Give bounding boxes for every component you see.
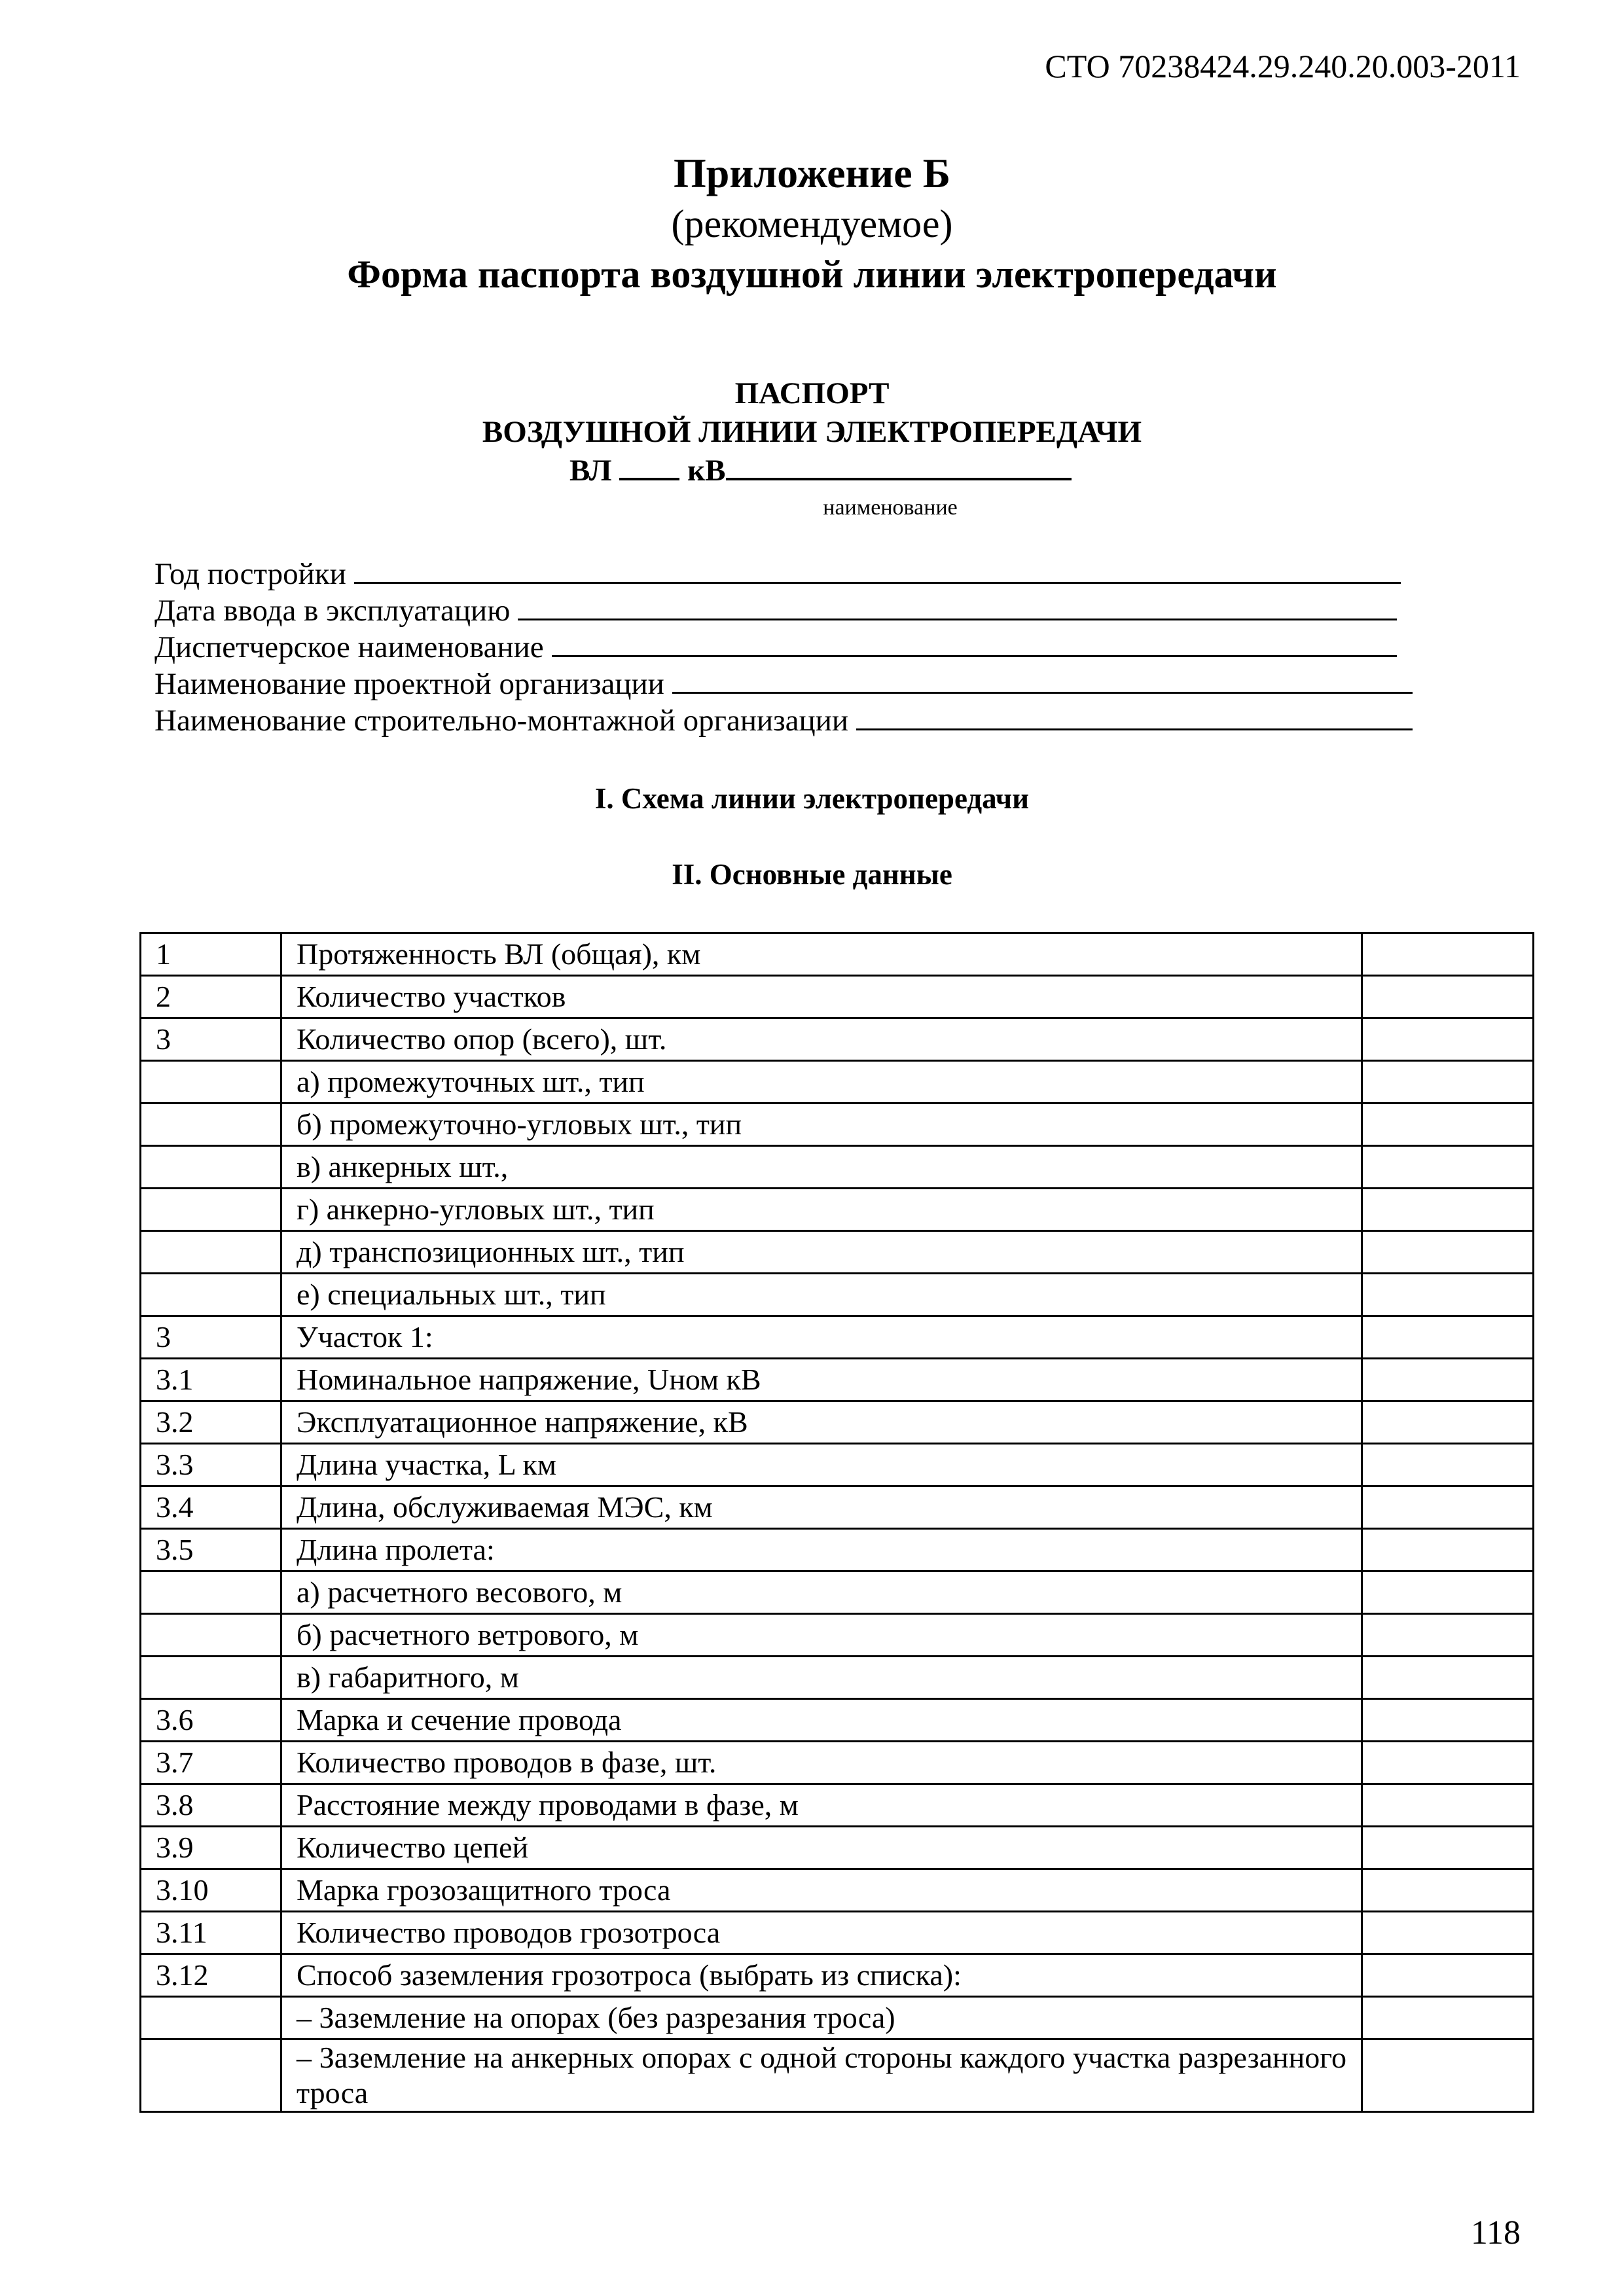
field-blank[interactable] bbox=[354, 560, 1401, 584]
row-text-cell: в) анкерных шт., bbox=[281, 1146, 1362, 1189]
row-value-cell[interactable] bbox=[1362, 1657, 1534, 1699]
table-row bbox=[141, 1189, 1534, 1231]
table-row bbox=[141, 1869, 1534, 1912]
row-number-cell: 3.12 bbox=[141, 1954, 281, 1997]
row-value-cell[interactable] bbox=[1362, 1444, 1534, 1486]
page-number: 118 bbox=[1470, 2214, 1521, 2251]
row-value-cell[interactable] bbox=[1362, 1274, 1534, 1316]
row-number-cell bbox=[141, 1061, 281, 1103]
field-label: Диспетчерское наименование bbox=[154, 630, 544, 664]
voltage-blank[interactable] bbox=[619, 454, 679, 480]
row-number-cell: 3 bbox=[141, 1018, 281, 1061]
table-row bbox=[141, 1997, 1534, 2039]
row-text-cell: Марка грозозащитного троса bbox=[281, 1869, 1362, 1912]
row-value-cell[interactable] bbox=[1362, 1146, 1534, 1189]
row-text-cell: Длина участка, L км bbox=[281, 1444, 1362, 1486]
table-row bbox=[141, 1018, 1534, 1061]
row-value-cell[interactable] bbox=[1362, 1614, 1534, 1657]
row-value-cell[interactable] bbox=[1362, 2039, 1534, 2112]
appendix-title: Приложение Б bbox=[674, 150, 950, 196]
row-text-cell: а) промежуточных шт., тип bbox=[281, 1061, 1362, 1103]
row-text-cell: Расстояние между проводами в фазе, м bbox=[281, 1784, 1362, 1827]
row-text-cell: Количество цепей bbox=[281, 1827, 1362, 1869]
row-number-cell: 3.9 bbox=[141, 1827, 281, 1869]
field-label: Наименование строительно-монтажной организации bbox=[154, 704, 849, 738]
table-row bbox=[141, 1614, 1534, 1657]
section-main-data-heading: II. Основные данные bbox=[672, 858, 952, 891]
table-row bbox=[141, 1827, 1534, 1869]
row-number-cell bbox=[141, 1614, 281, 1657]
table-row bbox=[141, 1699, 1534, 1742]
row-number-cell bbox=[141, 1657, 281, 1699]
table-row bbox=[141, 1657, 1534, 1699]
row-value-cell[interactable] bbox=[1362, 1784, 1534, 1827]
name-caption: наименование bbox=[823, 495, 958, 520]
row-text-cell: б) промежуточно-угловых шт., тип bbox=[281, 1103, 1362, 1146]
row-number-cell bbox=[141, 1997, 281, 2039]
row-text-cell: Длина, обслуживаемая МЭС, км bbox=[281, 1486, 1362, 1529]
row-number-cell: 3.7 bbox=[141, 1742, 281, 1784]
row-text-cell: а) расчетного весового, м bbox=[281, 1571, 1362, 1614]
row-text-cell: е) специальных шт., тип bbox=[281, 1274, 1362, 1316]
table-row bbox=[141, 1231, 1534, 1274]
table-row bbox=[141, 1103, 1534, 1146]
row-number-cell bbox=[141, 1146, 281, 1189]
row-number-cell: 3.4 bbox=[141, 1486, 281, 1529]
row-text-cell: Количество участков bbox=[281, 976, 1362, 1018]
row-number-cell: 3.3 bbox=[141, 1444, 281, 1486]
row-number-cell: 3.6 bbox=[141, 1699, 281, 1742]
row-number-cell bbox=[141, 1189, 281, 1231]
table-row bbox=[141, 1742, 1534, 1784]
table-row bbox=[141, 1401, 1534, 1444]
row-value-cell[interactable] bbox=[1362, 1316, 1534, 1359]
row-number-cell: 3.11 bbox=[141, 1912, 281, 1954]
row-value-cell[interactable] bbox=[1362, 1061, 1534, 1103]
row-value-cell[interactable] bbox=[1362, 1018, 1534, 1061]
table-row bbox=[141, 2039, 1534, 2112]
document-code: СТО 70238424.29.240.20.003-2011 bbox=[1045, 48, 1521, 84]
row-text-cell: б) расчетного ветрового, м bbox=[281, 1614, 1362, 1657]
field-blank[interactable] bbox=[552, 633, 1397, 657]
row-value-cell[interactable] bbox=[1362, 976, 1534, 1018]
row-number-cell: 2 bbox=[141, 976, 281, 1018]
row-value-cell[interactable] bbox=[1362, 1699, 1534, 1742]
table-row bbox=[141, 933, 1534, 976]
row-text-cell: Длина пролета: bbox=[281, 1529, 1362, 1571]
row-value-cell[interactable] bbox=[1362, 1742, 1534, 1784]
row-value-cell[interactable] bbox=[1362, 1529, 1534, 1571]
row-number-cell bbox=[141, 2039, 281, 2112]
row-value-cell[interactable] bbox=[1362, 1103, 1534, 1146]
row-value-cell[interactable] bbox=[1362, 1231, 1534, 1274]
row-text-cell: Количество проводов грозотроса bbox=[281, 1912, 1362, 1954]
field-blank[interactable] bbox=[672, 670, 1413, 694]
field-label: Наименование проектной организации bbox=[154, 667, 664, 701]
row-text-cell: Марка и сечение провода bbox=[281, 1699, 1362, 1742]
row-text-cell: Количество опор (всего), шт. bbox=[281, 1018, 1362, 1061]
table-row bbox=[141, 1486, 1534, 1529]
table-row bbox=[141, 1061, 1534, 1103]
table-row bbox=[141, 1316, 1534, 1359]
table-row bbox=[141, 1954, 1534, 1997]
table-row bbox=[141, 1784, 1534, 1827]
field-label: Дата ввода в эксплуатацию bbox=[154, 594, 511, 628]
row-number-cell: 1 bbox=[141, 933, 281, 976]
row-text-cell: в) габаритного, м bbox=[281, 1657, 1362, 1699]
row-text-cell: Способ заземления грозотроса (выбрать из списка): bbox=[281, 1954, 1362, 1997]
row-number-cell: 3.2 bbox=[141, 1401, 281, 1444]
row-text-cell: г) анкерно-угловых шт., тип bbox=[281, 1189, 1362, 1231]
table-row bbox=[141, 1571, 1534, 1614]
row-value-cell[interactable] bbox=[1362, 1827, 1534, 1869]
field-construction-organization bbox=[154, 703, 1413, 738]
row-text-cell: Количество проводов в фазе, шт. bbox=[281, 1742, 1362, 1784]
row-value-cell[interactable] bbox=[1362, 1912, 1534, 1954]
field-label: Год постройки bbox=[154, 557, 346, 591]
vl-voltage-line bbox=[569, 453, 1072, 488]
row-value-cell[interactable] bbox=[1362, 1869, 1534, 1912]
row-text-cell: д) транспозиционных шт., тип bbox=[281, 1231, 1362, 1274]
row-number-cell bbox=[141, 1231, 281, 1274]
row-number-cell: 3.8 bbox=[141, 1784, 281, 1827]
field-commissioning-date bbox=[154, 593, 1397, 628]
field-construction-year bbox=[154, 556, 1401, 592]
row-value-cell[interactable] bbox=[1362, 1189, 1534, 1231]
field-dispatch-name bbox=[154, 630, 1397, 665]
row-text-cell: Эксплуатационное напряжение, кВ bbox=[281, 1401, 1362, 1444]
row-number-cell: 3.1 bbox=[141, 1359, 281, 1401]
row-value-cell[interactable] bbox=[1362, 1954, 1534, 1997]
main-data-table bbox=[139, 932, 1534, 2113]
row-text-cell: Протяженность ВЛ (общая), км bbox=[281, 933, 1362, 976]
row-number-cell bbox=[141, 1571, 281, 1614]
table-row bbox=[141, 976, 1534, 1018]
field-blank[interactable] bbox=[856, 706, 1413, 730]
table-row bbox=[141, 1146, 1534, 1189]
table-row bbox=[141, 1274, 1534, 1316]
row-number-cell: 3.5 bbox=[141, 1529, 281, 1571]
row-number-cell bbox=[141, 1274, 281, 1316]
row-number-cell bbox=[141, 1103, 281, 1146]
table-row bbox=[141, 1359, 1534, 1401]
row-value-cell[interactable] bbox=[1362, 1359, 1534, 1401]
passport-line-title: ВОЗДУШНОЙ ЛИНИИ ЭЛЕКТРОПЕРЕДАЧИ bbox=[482, 415, 1142, 449]
table-row bbox=[141, 1444, 1534, 1486]
row-text-cell: Номинальное напряжение, Uном кВ bbox=[281, 1359, 1362, 1401]
section-scheme-heading: I. Схема линии электропередачи bbox=[594, 782, 1030, 815]
row-value-cell[interactable] bbox=[1362, 933, 1534, 976]
row-number-cell: 3.10 bbox=[141, 1869, 281, 1912]
field-design-organization bbox=[154, 666, 1413, 702]
passport-title: ПАСПОРТ bbox=[734, 376, 890, 410]
field-blank[interactable] bbox=[518, 596, 1397, 620]
row-text-cell: – Заземление на опорах (без разрезания троса) bbox=[281, 1997, 1362, 2039]
row-number-cell: 3 bbox=[141, 1316, 281, 1359]
vl-prefix: ВЛ bbox=[569, 454, 612, 488]
row-value-cell[interactable] bbox=[1362, 1997, 1534, 2039]
appendix-subtitle: (рекомендуемое) bbox=[671, 202, 953, 245]
line-name-blank[interactable] bbox=[726, 454, 1072, 480]
row-value-cell[interactable] bbox=[1362, 1486, 1534, 1529]
row-value-cell[interactable] bbox=[1362, 1401, 1534, 1444]
row-value-cell[interactable] bbox=[1362, 1571, 1534, 1614]
table-row bbox=[141, 1529, 1534, 1571]
form-title: Форма паспорта воздушной линии электропередачи bbox=[347, 253, 1277, 296]
kv-label: кВ bbox=[687, 454, 726, 488]
row-text-cell: – Заземление на анкерных опорах с одной стороны каждого участка разрезанного троса bbox=[281, 2039, 1362, 2112]
table-row bbox=[141, 1912, 1534, 1954]
row-text-cell: Участок 1: bbox=[281, 1316, 1362, 1359]
